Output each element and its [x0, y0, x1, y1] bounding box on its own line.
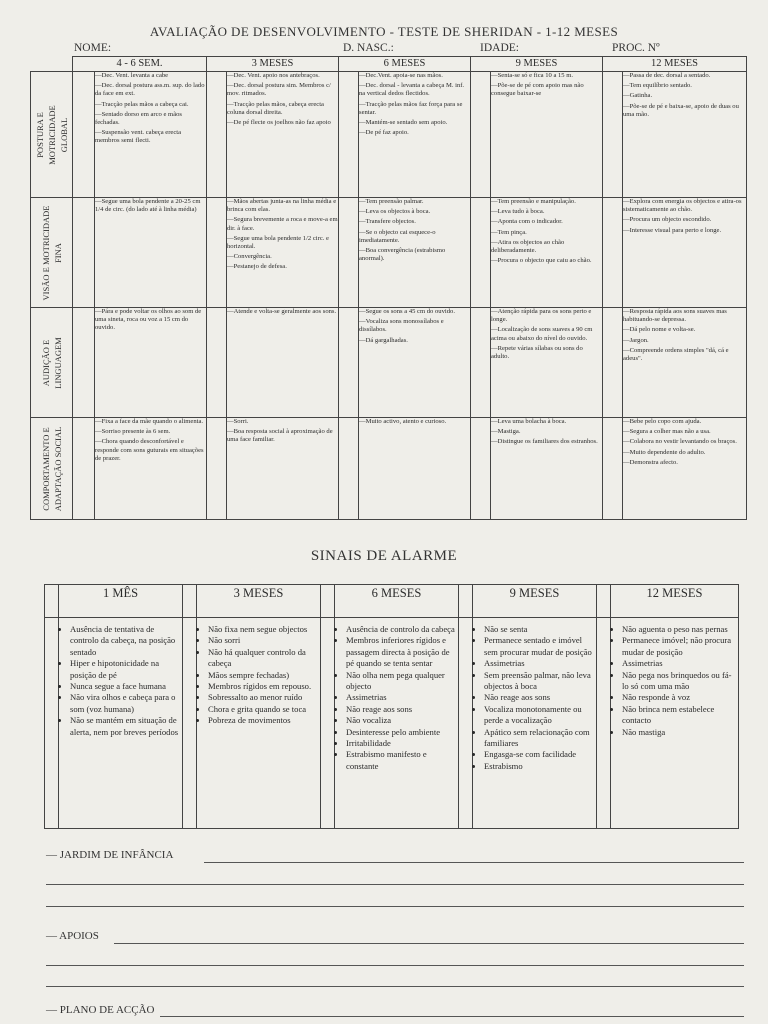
milestone-item: —Procura um objecto escondido.	[623, 216, 712, 224]
milestone-item: —Mãos abertas junta-as na linha média e brinca com elas.	[227, 198, 337, 214]
milestone-cell	[623, 198, 747, 308]
alarm-item: • Assimetrias	[484, 658, 593, 669]
corner-cell	[31, 57, 73, 72]
alarm-item: • Não aguenta o peso nas pernas	[622, 624, 735, 635]
alarm-item: • Estrabismo	[484, 761, 593, 772]
alarm-col-header: 6 MESES	[335, 585, 459, 618]
milestone-item: —Tem pinça.	[491, 228, 527, 236]
milestone-item: —Dec. dorsal postura sim. Membros c/ mov. ritmados.	[227, 82, 331, 98]
milestone-item: —Chora quando desconfortável e responde com sons guturais em situações de prazer.	[95, 438, 204, 462]
check-column[interactable]	[339, 308, 359, 418]
alarm-item: • Engasga-se com facilidade	[484, 749, 593, 760]
alarm-gap-header	[321, 585, 335, 618]
milestone-item: —Demonstra afecto.	[623, 458, 678, 466]
milestone-item: —Leva uma bolacha à boca.	[491, 418, 567, 425]
milestone-cell	[95, 72, 207, 198]
plano-line	[160, 1016, 744, 1017]
alarm-item: • Não brinca nem estabelece contacto	[622, 704, 735, 727]
milestone-item: —Mantém-se sentado sem apoio.	[359, 119, 448, 127]
alarm-row	[45, 618, 739, 829]
milestone-item: —Atenção rápida para os sons perto e longe.	[491, 308, 592, 324]
alarm-col-header: 1 MÊS	[59, 585, 183, 618]
alarm-item: • Mãos sempre fechadas)	[208, 670, 317, 681]
alarm-item: • Não se senta	[484, 624, 593, 635]
alarm-item: • Estrabismo manifesto e constante	[346, 749, 455, 772]
milestone-item: —Tracção pelas mãos faz força para se sentar.	[359, 100, 463, 116]
alarm-item: • Sem preensão palmar, não leva objectos à boca	[484, 670, 593, 693]
alarm-item: • Não fixa nem segue objectos	[208, 624, 317, 635]
milestone-cell	[95, 418, 207, 520]
alarm-check-column[interactable]	[597, 618, 611, 829]
milestone-item: —Convergência.	[227, 253, 272, 261]
alarm-item: • Vocaliza monotonamente ou perde a vocalização	[484, 704, 593, 727]
jardim-line-3	[46, 906, 744, 907]
check-column[interactable]	[471, 418, 491, 520]
alarm-item: • Não pega nos brinquedos ou fá-lo só com uma mão	[622, 670, 735, 693]
alarm-title: SINAIS DE ALARME	[310, 548, 458, 564]
col-header-12-meses: 12 MESES	[603, 57, 747, 72]
alarm-item: • Ausência de controlo da cabeça	[346, 624, 455, 635]
milestone-item: —Distingue os familiares dos estranhos.	[491, 438, 598, 446]
alarm-item: • Ausência de tentativa de controlo da cabeça, na posição sentado	[70, 624, 179, 658]
jardim-line	[204, 862, 744, 863]
alarm-item: • Não reage aos sons	[346, 704, 455, 715]
milestone-item: —Dec. dorsal - levanta a cabeça M. inf. na vertical dedos flectidos.	[359, 82, 465, 98]
milestone-cell	[359, 198, 471, 308]
milestone-cell	[623, 308, 747, 418]
alarm-list	[338, 624, 455, 772]
milestone-cell	[227, 308, 339, 418]
row-label-cell	[31, 418, 73, 520]
row-label: VISÃO E MOTRICIDADE FINA	[40, 205, 63, 300]
milestone-item: —Atende e volta-se geralmente aos sons.	[227, 308, 337, 315]
alarm-gap-header	[597, 585, 611, 618]
alarm-gap-header	[459, 585, 473, 618]
alarm-item: • Permanece sentado e imóvel sem procurar mudar de posição	[484, 635, 593, 658]
milestone-item: —Dá gargalhadas.	[359, 336, 408, 344]
alarm-item: • Irritabilidade	[346, 738, 455, 749]
check-column[interactable]	[73, 198, 95, 308]
milestone-item: —Sentado dorso em arco e mãos fechadas.	[95, 110, 182, 127]
alarm-cell	[197, 618, 321, 829]
alarm-item: • Não olha nem pega qualquer objecto	[346, 670, 455, 693]
milestone-item: —Vocaliza sons monossílabos e dissílabos.	[359, 318, 444, 334]
alarm-item: • Não mastiga	[622, 727, 735, 738]
milestone-item: —Transfere objectos.	[359, 218, 416, 226]
milestone-item: —Põe-se de pé e baixa-se, apoio de duas ou uma mão.	[623, 102, 739, 118]
check-column[interactable]	[471, 72, 491, 198]
milestone-item: —De pé flecte os joelhos não faz apoio	[227, 119, 331, 127]
alarm-item: • Não reage aos sons	[484, 692, 593, 703]
row-label-cell	[31, 308, 73, 418]
check-column[interactable]	[471, 308, 491, 418]
alarm-cell	[59, 618, 183, 829]
check-column[interactable]	[73, 308, 95, 418]
milestone-item: —Dec. Vent. apoio nos antebraços.	[227, 72, 320, 79]
milestone-cell	[623, 72, 747, 198]
check-column[interactable]	[603, 198, 623, 308]
apoios-label: — APOIOS	[46, 930, 99, 942]
milestone-item: —Dá pelo nome e volta-se.	[623, 326, 696, 334]
milestone-item: —Dec. Vent. levanta a cabe	[95, 72, 169, 79]
alarm-item: • Assimetrias	[346, 692, 455, 703]
alarm-item: • Hiper e hipotonicidade na posição de pé	[70, 658, 179, 681]
assessment-row	[31, 418, 747, 520]
milestone-item: —Pára e pode voltar os olhos ao som de uma sineta, roca ou voz a 15 cm do ouvido.	[95, 308, 202, 332]
milestone-item: —Tem equilíbrio sentado.	[623, 82, 692, 90]
milestone-cell	[623, 418, 747, 520]
alarm-cell	[473, 618, 597, 829]
alarm-item: • Não vocaliza	[346, 715, 455, 726]
milestone-item: —Explora com energia os objectos e atira-os sistematicamente ao chão.	[623, 198, 742, 214]
alarm-item: • Não vira olhos e cabeça para o som (voz humana)	[70, 692, 179, 715]
milestone-item: —Pestanejo de defesa.	[227, 263, 287, 271]
alarm-item: • Chora e grita quando se toca	[208, 704, 317, 715]
alarm-check-column[interactable]	[459, 618, 473, 829]
alarm-item: • Não responde à voz	[622, 692, 735, 703]
check-column[interactable]	[603, 308, 623, 418]
check-column[interactable]	[73, 72, 95, 198]
alarm-col-header: 12 MESES	[611, 585, 739, 618]
milestone-item: —Fixa a face da mãe quando o alimenta.	[95, 418, 204, 425]
check-column[interactable]	[73, 418, 95, 520]
jardim-label: — JARDIM DE INFÂNCIA	[46, 849, 174, 861]
assessment-row	[31, 72, 747, 198]
alarm-item: • Membros rígidos em repouso.	[208, 681, 317, 692]
row-label: POSTURA E MOTRICIDADE GLOBAL	[34, 104, 69, 165]
assessment-table	[30, 56, 747, 520]
milestone-item: —Localização de sons suaves a 90 cm acima ou abaixo do nível do ouvido.	[491, 326, 593, 342]
apoios-line-2	[46, 965, 744, 966]
milestone-item: —Boa resposta social à aproximação de uma face familiar.	[227, 428, 333, 444]
milestone-item: —Colabora no vestir levantando os braços.	[623, 438, 737, 446]
milestone-item: —Sorriso presente às 6 sem.	[95, 428, 171, 436]
assessment-header-row	[31, 57, 747, 72]
milestone-item: —Tracção pelas mãos, cabeça erecta coluna dorsal direita.	[227, 100, 324, 116]
milestone-item: —Suspensão vent. cabeça erecta membros semi flecti.	[95, 129, 182, 145]
alarm-list	[62, 624, 179, 738]
milestone-item: —Segue os sons a 45 cm do ouvido.	[359, 308, 455, 315]
col-header-4-6-sem: 4 - 6 SEM.	[73, 57, 207, 72]
milestone-item: —Leva os objectos à boca.	[359, 208, 431, 216]
milestone-cell	[491, 72, 603, 198]
milestone-item: —Sorri.	[227, 418, 249, 425]
milestone-item: —Segue uma bola pendente 1/2 circ. e horizontal.	[227, 234, 329, 251]
alarm-table	[44, 584, 739, 829]
milestone-cell	[95, 198, 207, 308]
alarm-item: • Nunca segue a face humana	[70, 681, 179, 692]
milestone-cell	[491, 198, 603, 308]
row-label: AUDIÇÃO E LINGUAGEM	[40, 336, 63, 389]
proc-label: PROC. Nº	[612, 42, 660, 54]
milestone-item: —Dec.Vent. apoia-se nas mãos.	[359, 72, 443, 79]
milestone-cell	[227, 72, 339, 198]
check-column[interactable]	[603, 72, 623, 198]
alarm-col-header: 3 MESES	[197, 585, 321, 618]
assessment-row	[31, 308, 747, 418]
milestone-cell	[227, 418, 339, 520]
milestone-item: —Interesse visual para perto e longe.	[623, 226, 722, 234]
milestone-item: —Jargon.	[623, 336, 649, 344]
milestone-item: —Atira os objectos ao chão deliberadamente.	[491, 238, 565, 255]
milestone-item: —De pé faz apoio.	[359, 129, 409, 137]
milestone-item: —Procura o objecto que caiu ao chão.	[491, 257, 592, 265]
alarm-gap-header	[183, 585, 197, 618]
check-column[interactable]	[207, 72, 227, 198]
milestone-item: —Passa de dec. dorsal a sentado.	[623, 72, 711, 79]
alarm-list	[476, 624, 593, 772]
milestone-cell	[227, 198, 339, 308]
jardim-line-2	[46, 884, 744, 885]
alarm-item: • Permanece imóvel; não procura mudar de posição	[622, 635, 735, 658]
apoios-line-3	[46, 986, 744, 987]
milestone-item: —Segura brevemente a roca e move-a em dir. à face.	[227, 216, 338, 232]
milestone-cell	[491, 418, 603, 520]
check-column[interactable]	[339, 198, 359, 308]
milestone-item: —Tracção pelas mãos a cabeça cai.	[95, 100, 189, 108]
milestone-cell	[359, 418, 471, 520]
col-header-3-meses: 3 MESES	[207, 57, 339, 72]
alarm-item: • Apático sem relacionação com familiares	[484, 727, 593, 750]
alarm-item: • Assimetrias	[622, 658, 735, 669]
alarm-col-header: 9 MESES	[473, 585, 597, 618]
apoios-line	[114, 943, 744, 944]
check-column[interactable]	[339, 418, 359, 520]
check-column[interactable]	[471, 198, 491, 308]
milestone-item: —Põe-se de pé com apoio mas não consegue baixar-se	[491, 82, 584, 98]
row-label-cell	[31, 198, 73, 308]
milestone-item: —Gatinha.	[623, 92, 653, 100]
idade-label: IDADE:	[480, 42, 519, 54]
row-label-cell	[31, 72, 73, 198]
milestone-item: —Se o objecto cai esquece-o imediatamente.	[359, 228, 436, 244]
milestone-item: —Tem preensão e manipulação.	[491, 198, 576, 205]
milestone-item: —Leva tudo à boca.	[491, 208, 545, 216]
milestone-item: —Boa convergência (estrabismo anormal).	[359, 247, 446, 263]
col-header-6-meses: 6 MESES	[339, 57, 471, 72]
milestone-item: —Muito activo, atento e curioso.	[359, 418, 447, 425]
milestone-cell	[95, 308, 207, 418]
check-column[interactable]	[339, 72, 359, 198]
milestone-item: —Muito dependente do adulto.	[623, 448, 706, 456]
milestone-item: —Compreende ordens simples "dá, cá e adeus".	[623, 346, 729, 363]
alarm-item: • Não sorri	[208, 635, 317, 646]
milestone-cell	[359, 308, 471, 418]
page-title: AVALIAÇÃO DE DESENVOLVIMENTO - TESTE DE SHERIDAN - 1-12 MESES	[149, 24, 619, 39]
alarm-item: • Pobreza de movimentos	[208, 715, 317, 726]
alarm-gap-header	[45, 585, 59, 618]
milestone-item: —Tem preensão palmar.	[359, 198, 424, 205]
alarm-cell	[611, 618, 739, 829]
milestone-item: —Repete várias sílabas ou sons do adulto.	[491, 344, 583, 361]
milestone-item: —Bebe pelo copo com ajuda.	[623, 418, 702, 425]
milestone-item: —Aponta com o indicador.	[491, 218, 563, 226]
assessment-row	[31, 198, 747, 308]
milestone-item: —Senta-se só e fica 10 a 15 m.	[491, 72, 574, 79]
milestone-item: —Mastiga.	[491, 428, 521, 436]
alarm-header-row	[45, 585, 739, 618]
alarm-item: • Não há qualquer controlo da cabeça	[208, 647, 317, 670]
alarm-item: • Sobressalto ao menor ruído	[208, 692, 317, 703]
check-column[interactable]	[207, 418, 227, 520]
alarm-item: • Não se mantém em situação de alerta, nem por breves períodos	[70, 715, 179, 738]
nome-label: NOME:	[74, 42, 112, 54]
alarm-cell	[335, 618, 459, 829]
check-column[interactable]	[207, 198, 227, 308]
dnasc-label: D. NASC.:	[343, 42, 394, 54]
check-column[interactable]	[207, 308, 227, 418]
row-label: COMPORTAMENTO E ADAPTAÇÃO SOCIAL	[40, 426, 63, 511]
plano-label: — PLANO DE ACÇÃO	[46, 1004, 155, 1016]
col-header-9-meses: 9 MESES	[471, 57, 603, 72]
alarm-item: • Membros inferiores rígidos e passagem directa à posição de pé quando se tenta sentar	[346, 635, 455, 669]
milestone-item: —Segura a colher mas não a usa.	[623, 428, 711, 436]
alarm-list	[614, 624, 735, 738]
alarm-item: • Desinteresse pelo ambiente	[346, 727, 455, 738]
milestone-item: —Dec. dorsal postura ass.m. sup. do lado da face em ext.	[95, 82, 205, 98]
milestone-item: —Segue uma bola pendente a 20-25 cm 1/4 de circ. (do lado até à linha média)	[95, 198, 201, 214]
milestone-cell	[359, 72, 471, 198]
milestone-cell	[491, 308, 603, 418]
alarm-list	[200, 624, 317, 727]
check-column[interactable]	[603, 418, 623, 520]
milestone-item: —Resposta rápida aos sons suaves mas habituando-se depressa.	[623, 308, 727, 324]
